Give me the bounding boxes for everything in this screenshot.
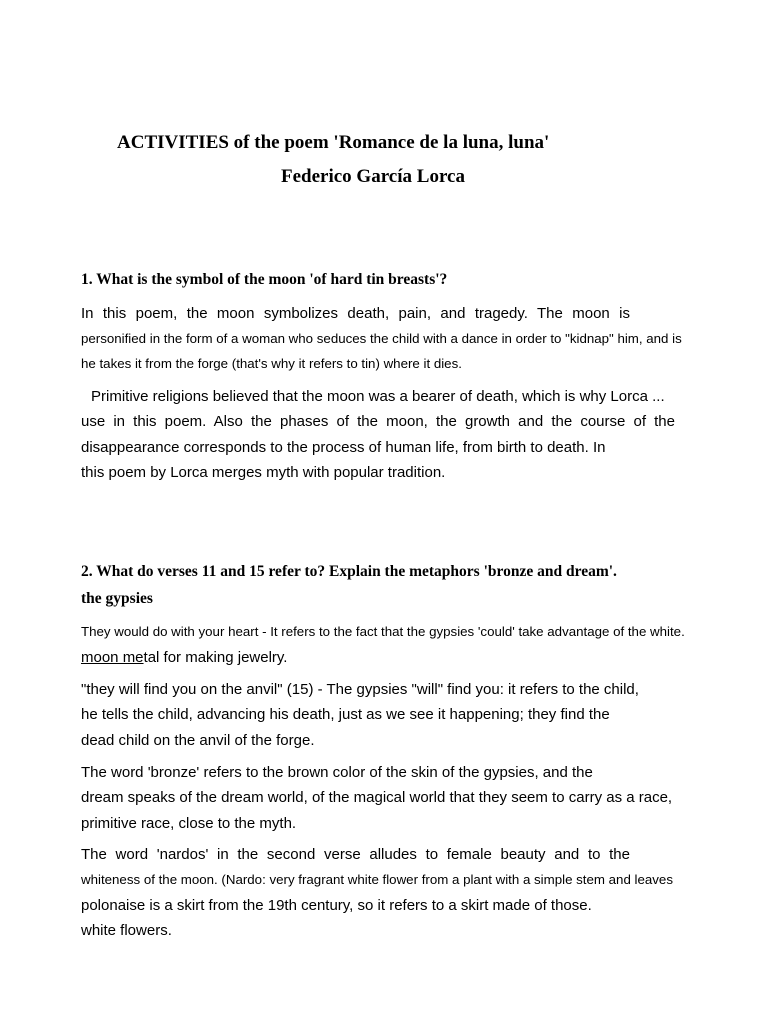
- section1-paragraph1-line3: he takes it from the forge (that's why it refers to tin) where it dies.: [81, 356, 462, 371]
- document-author: Federico García Lorca: [281, 166, 465, 187]
- section1-paragraph2-line1: Primitive religions believed that the moon was a bearer of death, which is why Lorca ...: [91, 388, 665, 405]
- bronze-line1: The word 'bronze' refers to the brown color of the skin of the gypsies, and the: [81, 764, 593, 781]
- nardos-line4: white flowers.: [81, 922, 172, 939]
- question-1-heading: 1. What is the symbol of the moon 'of hard tin breasts'?: [81, 271, 448, 288]
- section1-paragraph2-line3: disappearance corresponds to the process of human life, from birth to death. In: [81, 439, 606, 456]
- bronze-line3: primitive race, close to the myth.: [81, 815, 297, 832]
- anvil-line3: dead child on the anvil of the forge.: [81, 732, 315, 749]
- section1-paragraph1-line2: personified in the form of a woman who seduces the child with a dance in order to "kidnap" him, and is: [81, 331, 682, 346]
- section1-paragraph1-line1: In this poem, the moon symbolizes death, pain, and tragedy. The moon is: [81, 305, 630, 322]
- document-title: ACTIVITIES of the poem 'Romance de la luna, luna': [117, 132, 550, 153]
- moon-metal-rest: tal for making jewelry.: [143, 649, 288, 666]
- nardos-line2: whiteness of the moon. (Nardo: very fragrant white flower from a plant with a simple stem and leaves: [81, 872, 673, 887]
- section1-paragraph2-line4: this poem by Lorca merges myth with popular tradition.: [81, 464, 446, 481]
- anvil-line1: "they will find you on the anvil" (15) - The gypsies "will" find you: it refers to the child,: [81, 681, 639, 698]
- subheading-gypsies: the gypsies: [81, 590, 153, 607]
- section1-paragraph2-line2: use in this poem. Also the phases of the moon, the growth and the course of the: [81, 413, 675, 430]
- moon-underlined-text: moon me: [81, 649, 144, 666]
- bronze-line2: dream speaks of the dream world, of the magical world that they seem to carry as a race,: [81, 789, 673, 806]
- nardos-line3: polonaise is a skirt from the 19th century, so it refers to a skirt made of those.: [81, 897, 592, 914]
- moon-metal-line: [81, 649, 287, 666]
- anvil-line2: he tells the child, advancing his death, just as we see it happening; they find the: [81, 706, 610, 723]
- heart-line: They would do with your heart - It refers to the fact that the gypsies 'could' take advantage of the white.: [81, 624, 685, 639]
- question-2-heading: 2. What do verses 11 and 15 refer to? Explain the metaphors 'bronze and dream'.: [81, 563, 617, 580]
- nardos-line1: The word 'nardos' in the second verse alludes to female beauty and to the: [81, 846, 630, 863]
